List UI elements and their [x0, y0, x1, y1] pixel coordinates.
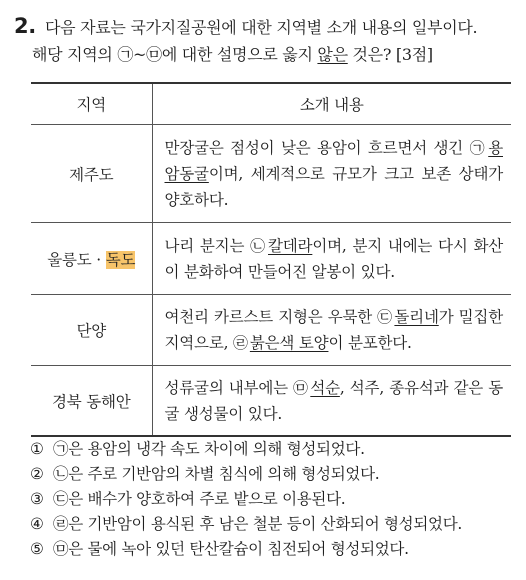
underlined-negation: 않은 — [317, 45, 348, 64]
underlined-term: 돌리네 — [394, 308, 439, 326]
marker-label: ㉡ — [250, 236, 267, 255]
table-row — [31, 125, 511, 223]
question-stem — [14, 14, 519, 65]
description-text: 나리 분지는 — [164, 236, 251, 255]
underlined-term: 붉은색 토양 — [249, 334, 329, 352]
question-text-line-2: 해당 지역의 ㉠~㉤에 대한 설명으로 옳지 — [32, 45, 313, 64]
underlined-term: 칼데라 — [268, 236, 313, 255]
option-number: ② — [30, 465, 44, 483]
underlined-term: 석순 — [310, 378, 340, 397]
description-text: 여천리 카르스트 지형은 우묵한 — [164, 308, 378, 326]
option-text: ㉢은 배수가 양호하여 주로 밭으로 이용된다. — [53, 490, 346, 508]
region-cell — [31, 223, 152, 295]
option-number: ① — [30, 440, 44, 458]
region-name: 울릉도 · — [47, 250, 106, 269]
marker-label: ㉤ — [293, 378, 309, 397]
description-text: 가 밀집한 지역으로, — [164, 308, 503, 352]
option-text: ㉤은 물에 녹아 있던 탄산칼슘이 침전되어 형성되었다. — [53, 540, 409, 558]
option-text: ㉠은 용암의 냉각 속도 차이에 의해 형성되었다. — [53, 440, 365, 458]
table-row — [31, 295, 511, 366]
option-number: ③ — [30, 490, 44, 508]
marker-label: ㉠ — [469, 138, 487, 157]
description-text: 만장굴은 점성이 낮은 용암이 흐르면서 생긴 — [164, 138, 470, 157]
question-number: 2. — [14, 14, 36, 38]
answer-option-1[interactable] — [30, 437, 520, 462]
marker-label: ㉣ — [233, 334, 248, 352]
header-description: 소개 내용 — [152, 83, 511, 125]
answer-options — [30, 437, 520, 562]
description-text: 성류굴의 내부에는 — [164, 378, 294, 397]
description-text: 이며, 분지 내에는 다시 화산이 분화하여 만들어진 알봉이 있다. — [164, 236, 503, 281]
description-cell — [152, 295, 511, 366]
description-text: , 석주, 종유석과 같은 동굴 생성물이 있다. — [164, 378, 503, 423]
region-cell: 제주도 — [31, 125, 152, 223]
answer-option-3[interactable] — [30, 487, 520, 512]
question-text-line-1: 다음 자료는 국가지질공원에 대한 지역별 소개 내용의 일부이다. — [45, 18, 478, 37]
description-cell — [152, 223, 511, 295]
answer-option-5[interactable] — [30, 537, 520, 562]
description-text: 이 분포한다. — [328, 334, 412, 352]
question-text-points: 것은? [3점] — [352, 45, 433, 64]
option-number: ④ — [30, 515, 44, 533]
answer-option-4[interactable] — [30, 512, 520, 537]
option-number: ⑤ — [30, 540, 44, 558]
question-line-1 — [14, 14, 519, 38]
question-line-2 — [32, 42, 519, 65]
description-cell — [152, 125, 511, 223]
answer-option-2[interactable] — [30, 462, 520, 487]
header-region: 지역 — [31, 83, 152, 125]
marker-label: ㉢ — [377, 308, 393, 326]
description-cell — [152, 366, 511, 437]
option-text: ㉣은 기반암이 용식된 후 남은 철분 등이 산화되어 형성되었다. — [53, 515, 462, 533]
underlined-term: 용암동굴 — [164, 138, 503, 183]
highlighted-region: 독도 — [105, 250, 136, 269]
region-cell: 단양 — [31, 295, 152, 366]
region-cell: 경북 동해안 — [31, 366, 152, 437]
table-row — [31, 366, 511, 437]
table-row — [31, 223, 511, 295]
region-info-table — [31, 82, 511, 437]
option-text: ㉡은 주로 기반암의 차별 침식에 의해 형성되었다. — [53, 465, 380, 483]
table-header-row — [31, 83, 511, 125]
description-text: 이며, 세계적으로 규모가 크고 보존 상태가 양호하다. — [164, 164, 503, 209]
